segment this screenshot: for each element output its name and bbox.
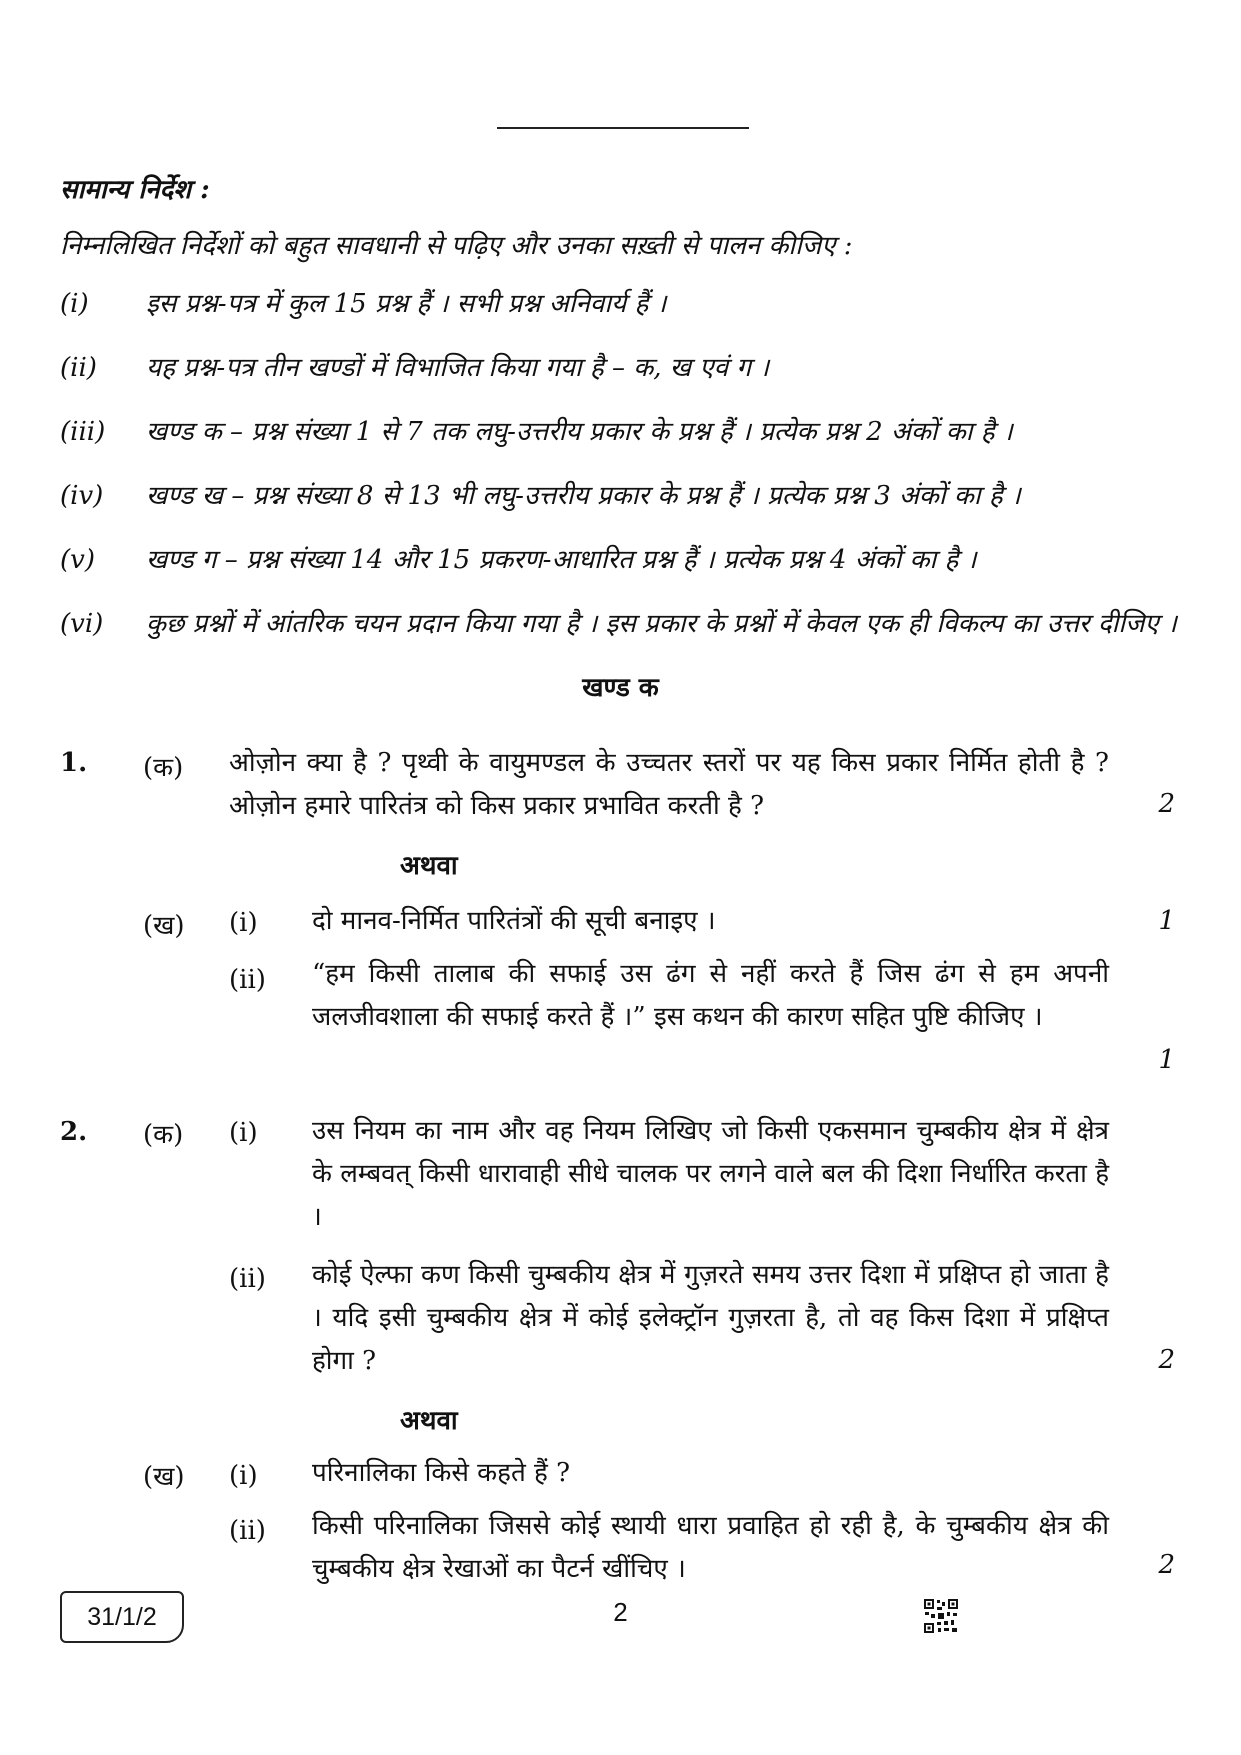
instruction-number: (iv) <box>60 481 104 511</box>
question-number: 2. <box>60 1117 88 1147</box>
marks: 2 <box>1158 1550 1175 1580</box>
marks: 1 <box>1158 1045 1175 1075</box>
sub-part-label: (i) <box>229 1461 258 1491</box>
sub-part-label: (ii) <box>229 1516 266 1546</box>
marks: 2 <box>1158 789 1175 819</box>
instruction-text: खण्ड क – प्रश्न संख्या 1 से 7 तक लघु-उत्तरीय प्रकार के प्रश्न हैं । प्रत्येक प्रश्न 2 अंकों का है । <box>146 417 1013 447</box>
instruction-number: (iii) <box>60 417 106 447</box>
sub-part-label: (i) <box>229 1118 258 1148</box>
instruction-number: (vi) <box>60 609 104 639</box>
instruction-number: (v) <box>60 545 95 575</box>
instructions-intro: निम्नलिखित निर्देशों को बहुत सावधानी से पढ़िए और उनका सख़्ती से पालन कीजिए : <box>60 231 853 261</box>
qr-code-icon <box>923 1598 959 1634</box>
or-label: अथवा <box>400 851 458 881</box>
question-text: उस नियम का नाम और वह नियम लिखिए जो किसी एकसमान चुम्बकीय क्षेत्र में क्षेत्र के लम्बवत् किसी धारावाही सीधे चालक पर लगने वाले बल की दिशा निर्धारित करता है । <box>312 1116 1109 1232</box>
question-number: 1. <box>60 748 88 778</box>
instructions-heading: सामान्य निर्देश : <box>60 175 210 205</box>
instruction-text: यह प्रश्न-पत्र तीन खण्डों में विभाजित किया गया है – क, ख एवं ग । <box>146 353 770 383</box>
sub-part-label: (ii) <box>229 1264 266 1294</box>
instruction-number: (i) <box>60 289 89 319</box>
option-label: (ख) <box>143 911 185 941</box>
section-heading: खण्ड क <box>582 673 659 703</box>
question-text: कोई ऐल्फा कण किसी चुम्बकीय क्षेत्र में गुज़रते समय उत्तर दिशा में प्रक्षिप्त हो जाता है । यदि इसी चुम्बकीय क्षेत्र में कोई इलेक्ट्रॉन गुज़रता है, तो वह किस दिशा में प्रक्षिप्त होगा ? <box>312 1260 1109 1376</box>
instruction-text: इस प्रश्न-पत्र में कुल 15 प्रश्न हैं । सभी प्रश्न अनिवार्य हैं । <box>146 289 667 319</box>
question-text: परिनालिका किसे कहते हैं ? <box>312 1458 571 1488</box>
option-label: (क) <box>143 753 184 783</box>
marks: 1 <box>1158 906 1175 936</box>
instruction-text: कुछ प्रश्नों में आंतरिक चयन प्रदान किया गया है । इस प्रकार के प्रश्नों में केवल एक ही विकल्प का उत्तर दीजिए । <box>146 609 1177 639</box>
marks: 2 <box>1158 1345 1175 1375</box>
option-label: (ख) <box>143 1462 185 1492</box>
instruction-text: खण्ड ग – प्रश्न संख्या 14 और 15 प्रकरण-आधारित प्रश्न हैं । प्रत्येक प्रश्न 4 अंकों का है । <box>146 545 977 575</box>
question-text: “हम किसी तालाब की सफाई उस ढंग से नहीं करते हैं जिस ढंग से हम अपनी जलजीवशाला की सफाई करते हैं ।” इस कथन की कारण सहित पुष्टि कीजिए । <box>312 959 1109 1032</box>
question-text: दो मानव-निर्मित पारितंत्रों की सूची बनाइए । <box>312 906 716 936</box>
instruction-text: खण्ड ख – प्रश्न संख्या 8 से 13 भी लघु-उत्तरीय प्रकार के प्रश्न हैं । प्रत्येक प्रश्न 3 अंकों का है । <box>146 481 1021 511</box>
page-number: 2 <box>613 1597 628 1627</box>
question-text: किसी परिनालिका जिससे कोई स्थायी धारा प्रवाहित हो रही है, के चुम्बकीय क्षेत्र की चुम्बकीय क्षेत्र रेखाओं का पैटर्न खींचिए । <box>312 1511 1109 1584</box>
sub-part-label: (ii) <box>229 965 266 995</box>
sub-part-label: (i) <box>229 908 258 938</box>
or-label: अथवा <box>400 1406 458 1436</box>
option-label: (क) <box>143 1120 184 1150</box>
question-text: ओज़ोन क्या है ? पृथ्वी के वायुमण्डल के उच्चतर स्तरों पर यह किस प्रकार निर्मित होती है ? ओज़ोन हमारे पारितंत्र को किस प्रकार प्रभावित करती है ? <box>229 748 1109 821</box>
instruction-number: (ii) <box>60 353 97 383</box>
paper-code: 31/1/2 <box>87 1602 157 1631</box>
